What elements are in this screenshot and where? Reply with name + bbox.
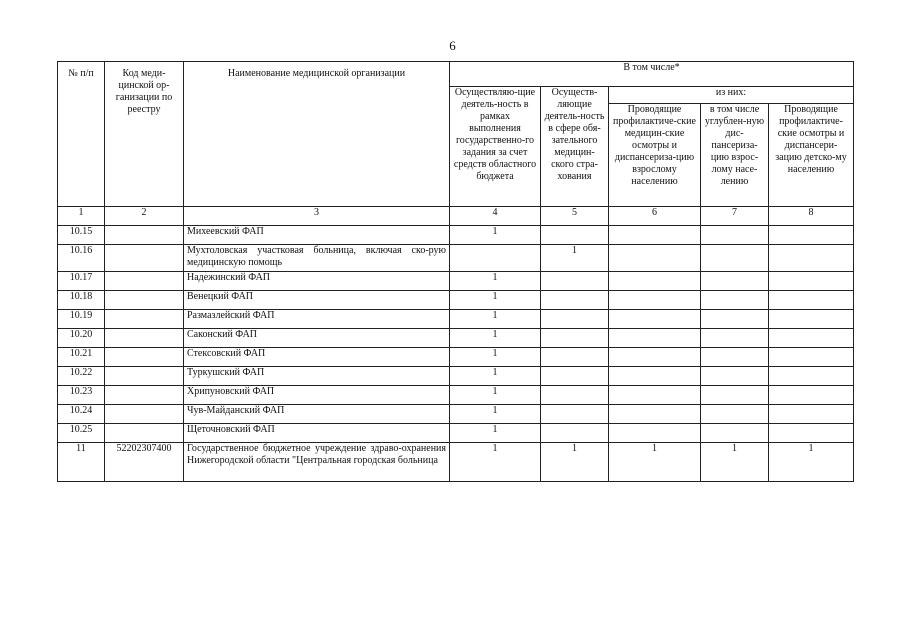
row-name: Туркушский ФАП (184, 367, 450, 386)
row-c6 (609, 291, 701, 310)
header-col-5: Осуществ-ляющие деятель-ность в сфере обя-зательного медицин-ского стра-хования (541, 87, 609, 207)
row-c8 (769, 272, 854, 291)
header-col-8: Проводящие профилактиче-ские осмотры и диспансери-зацию детско-му населению (769, 104, 854, 207)
row-c5 (541, 272, 609, 291)
row-num: 10.25 (58, 424, 105, 443)
row-c4: 1 (450, 443, 541, 482)
column-number: 4 (450, 207, 541, 226)
column-number: 2 (105, 207, 184, 226)
row-name: Саконский ФАП (184, 329, 450, 348)
header-col-6: Проводящие профилактиче-ские медицин-ские осмотры и диспансериза-цию взрослому населению (609, 104, 701, 207)
row-c5 (541, 424, 609, 443)
row-c4: 1 (450, 291, 541, 310)
column-number: 6 (609, 207, 701, 226)
row-c8 (769, 329, 854, 348)
row-name: Венецкий ФАП (184, 291, 450, 310)
header-col-7: в том числе углублен-ную дис-пансериза-цию взрос-лому насе-лению (701, 104, 769, 207)
row-c4: 1 (450, 226, 541, 245)
row-c6 (609, 310, 701, 329)
row-code (105, 329, 184, 348)
row-c5 (541, 405, 609, 424)
row-num: 10.23 (58, 386, 105, 405)
row-c4: 1 (450, 348, 541, 367)
row-c5 (541, 386, 609, 405)
header-col-code: Код меди-цинской ор-ганизации по реестру (105, 62, 184, 207)
row-c8 (769, 291, 854, 310)
row-c7 (701, 291, 769, 310)
row-c4 (450, 245, 541, 272)
row-c8 (769, 310, 854, 329)
row-code: 52202307400 (105, 443, 184, 482)
row-num: 10.20 (58, 329, 105, 348)
row-c6 (609, 405, 701, 424)
row-num: 10.17 (58, 272, 105, 291)
row-c6 (609, 329, 701, 348)
row-code (105, 245, 184, 272)
row-c4: 1 (450, 424, 541, 443)
row-c6 (609, 348, 701, 367)
table-row (58, 226, 854, 245)
row-c4: 1 (450, 367, 541, 386)
header-subgroup-title: из них: (609, 87, 854, 104)
row-c8: 1 (769, 443, 854, 482)
row-code (105, 272, 184, 291)
header-row-1 (58, 62, 854, 87)
row-code (105, 424, 184, 443)
row-num: 10.15 (58, 226, 105, 245)
row-c7 (701, 310, 769, 329)
row-name: Михеевский ФАП (184, 226, 450, 245)
table-row (58, 443, 854, 482)
row-name: Чув-Майданский ФАП (184, 405, 450, 424)
row-c8 (769, 424, 854, 443)
table-row (58, 386, 854, 405)
row-c5 (541, 226, 609, 245)
row-c4: 1 (450, 272, 541, 291)
row-code (105, 405, 184, 424)
row-c6: 1 (609, 443, 701, 482)
column-number: 7 (701, 207, 769, 226)
table-row (58, 245, 854, 272)
row-num: 10.19 (58, 310, 105, 329)
row-c7 (701, 424, 769, 443)
row-c7 (701, 405, 769, 424)
row-c7: 1 (701, 443, 769, 482)
column-number: 8 (769, 207, 854, 226)
row-c6 (609, 272, 701, 291)
row-c4: 1 (450, 310, 541, 329)
row-c5 (541, 291, 609, 310)
table-row (58, 310, 854, 329)
row-name: Государственное бюджетное учреждение здраво-охранения Нижегородской области "Центральная городская больница (184, 443, 450, 482)
column-number: 5 (541, 207, 609, 226)
row-name: Мухтоловская участковая больница, включая ско-рую медицинскую помощь (184, 245, 450, 272)
row-c8 (769, 367, 854, 386)
row-code (105, 226, 184, 245)
row-c8 (769, 245, 854, 272)
row-c6 (609, 226, 701, 245)
column-number: 1 (58, 207, 105, 226)
row-c6 (609, 386, 701, 405)
header-group-title: В том числе* (450, 62, 854, 87)
row-c7 (701, 348, 769, 367)
header-col-name: Наименование медицинской организации (184, 62, 450, 207)
row-num: 10.16 (58, 245, 105, 272)
row-c8 (769, 386, 854, 405)
table-row (58, 291, 854, 310)
row-c7 (701, 226, 769, 245)
row-c5 (541, 329, 609, 348)
row-c7 (701, 386, 769, 405)
organizations-table (57, 61, 854, 482)
row-c4: 1 (450, 386, 541, 405)
row-c7 (701, 245, 769, 272)
row-name: Щеточновский ФАП (184, 424, 450, 443)
row-c6 (609, 424, 701, 443)
column-number: 3 (184, 207, 450, 226)
table-row (58, 424, 854, 443)
row-c4: 1 (450, 329, 541, 348)
column-number-row (58, 207, 854, 226)
row-c7 (701, 329, 769, 348)
row-c5 (541, 310, 609, 329)
row-code (105, 291, 184, 310)
row-name: Хрипуновский ФАП (184, 386, 450, 405)
row-c8 (769, 348, 854, 367)
row-c5 (541, 348, 609, 367)
row-code (105, 310, 184, 329)
table-row (58, 367, 854, 386)
row-c6 (609, 245, 701, 272)
row-name: Надежинский ФАП (184, 272, 450, 291)
row-c4: 1 (450, 405, 541, 424)
row-num: 10.22 (58, 367, 105, 386)
row-code (105, 367, 184, 386)
row-c6 (609, 367, 701, 386)
row-c8 (769, 226, 854, 245)
row-c5: 1 (541, 245, 609, 272)
row-c7 (701, 272, 769, 291)
row-name: Размазлейский ФАП (184, 310, 450, 329)
header-col-4: Осуществляю-щие деятель-ность в рамках выполнения государственно-го задания за счет средств областного бюджета (450, 87, 541, 207)
row-c8 (769, 405, 854, 424)
row-code (105, 348, 184, 367)
row-c5 (541, 367, 609, 386)
row-code (105, 386, 184, 405)
row-num: 11 (58, 443, 105, 482)
table-row (58, 348, 854, 367)
table-row (58, 272, 854, 291)
row-num: 10.18 (58, 291, 105, 310)
page-number: 6 (449, 38, 456, 53)
table-row (58, 405, 854, 424)
row-num: 10.24 (58, 405, 105, 424)
header-col-num: № п/п (58, 62, 105, 207)
table-row (58, 329, 854, 348)
row-num: 10.21 (58, 348, 105, 367)
row-c5: 1 (541, 443, 609, 482)
row-c7 (701, 367, 769, 386)
row-name: Стексовский ФАП (184, 348, 450, 367)
